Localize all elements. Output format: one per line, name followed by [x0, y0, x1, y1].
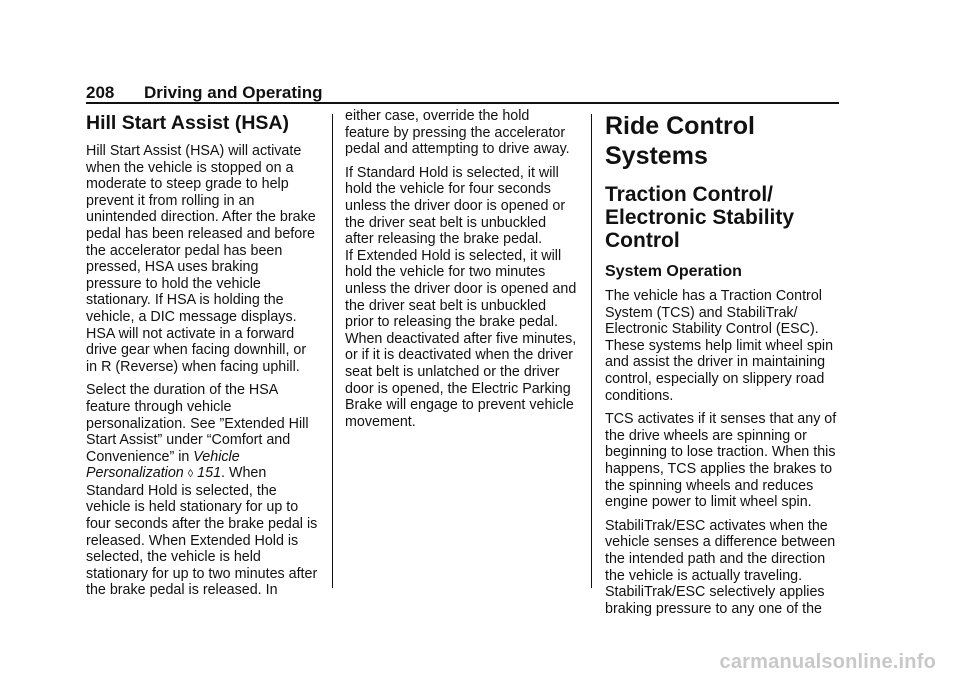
column-divider [591, 114, 592, 588]
paragraph: If Standard Hold is selected, it will hold the vehicle for four seconds unless the driver door is opened or the driver seat belt is unbuckled after releasing the brake pedal. [345, 164, 566, 248]
paragraph: Hill Start Assist (HSA) will activate when the vehicle is stopped on a moderate to steep grade to help prevent it from rolling in an unintended direction. After the brake pedal has been released and before the accelerator pedal has been pressed, HSA uses braking pressure to hold the vehicle stationary. If HSA is holding the vehicle, a DIC message displays. HSA will not activate in a forward drive gear when facing downhill, or in R (Reverse) when facing uphill. [86, 143, 316, 375]
column-divider [332, 114, 333, 588]
page-reference-icon: ◊ [187, 468, 194, 481]
sub-heading: System Operation [605, 263, 742, 280]
page-header [86, 82, 838, 104]
column-3 [605, 108, 837, 624]
column-2 [345, 108, 577, 437]
chapter-heading: Ride Control Systems [605, 112, 755, 170]
cross-reference-link[interactable]: Vehicle Personalization [86, 448, 240, 482]
paragraph-text: . When Standard Hold is selected, the vehicle is held stationary for up to four seconds after the brake pedal is released. When Extended Hold is selected, the vehicle is held stationary for up to two minutes after the brake pedal is released. In [86, 465, 318, 599]
chapter-title: Driving and Operating [144, 83, 323, 102]
paragraph: StabiliTrak/ESC activates when the vehicle senses a difference between the intended path and the direction the vehicle is actually traveling. StabiliTrak/ESC selectively applies braking pressure to any one of the [605, 517, 836, 617]
paragraph [86, 382, 318, 599]
page-reference[interactable]: 151 [197, 465, 222, 482]
column-1 [86, 108, 318, 606]
watermark: carmanualsonline.info [719, 651, 936, 673]
paragraph: either case, override the hold feature by pressing the accelerator pedal and attempting to drive away. [345, 108, 570, 158]
paragraph: The vehicle has a Traction Control System (TCS) and StabiliTrak/ Electronic Stability Control (ESC). These systems help limit wheel spin and assist the driver in maintaining control, especially on slippery road conditions. [605, 288, 834, 404]
section-heading-hsa: Hill Start Assist (HSA) [86, 112, 289, 134]
paragraph-text: Select the duration of the HSA feature through vehicle personalization. See ”Extended Hill Start Assist” under “Comfort and Convenience” in [86, 382, 309, 465]
page-number: 208 [86, 83, 115, 102]
paragraph: TCS activates if it senses that any of the drive wheels are spinning or beginning to lose traction. When this happens, TCS applies the brakes to the spinning wheels and reduces engine power to limit wheel spin. [605, 411, 837, 511]
topic-heading: Traction Control/ Electronic Stability Control [605, 183, 795, 252]
paragraph: If Extended Hold is selected, it will hold the vehicle for two minutes unless the driver door is opened and the driver seat belt is unbuckled prior to releasing the brake pedal. When deactivated after five minutes, or if it is deactivated when the driver seat belt is unlatched or the driver door is opened, the Electric Parking Brake will engage to prevent vehicle movement. [345, 247, 577, 430]
header-rule [86, 102, 839, 104]
